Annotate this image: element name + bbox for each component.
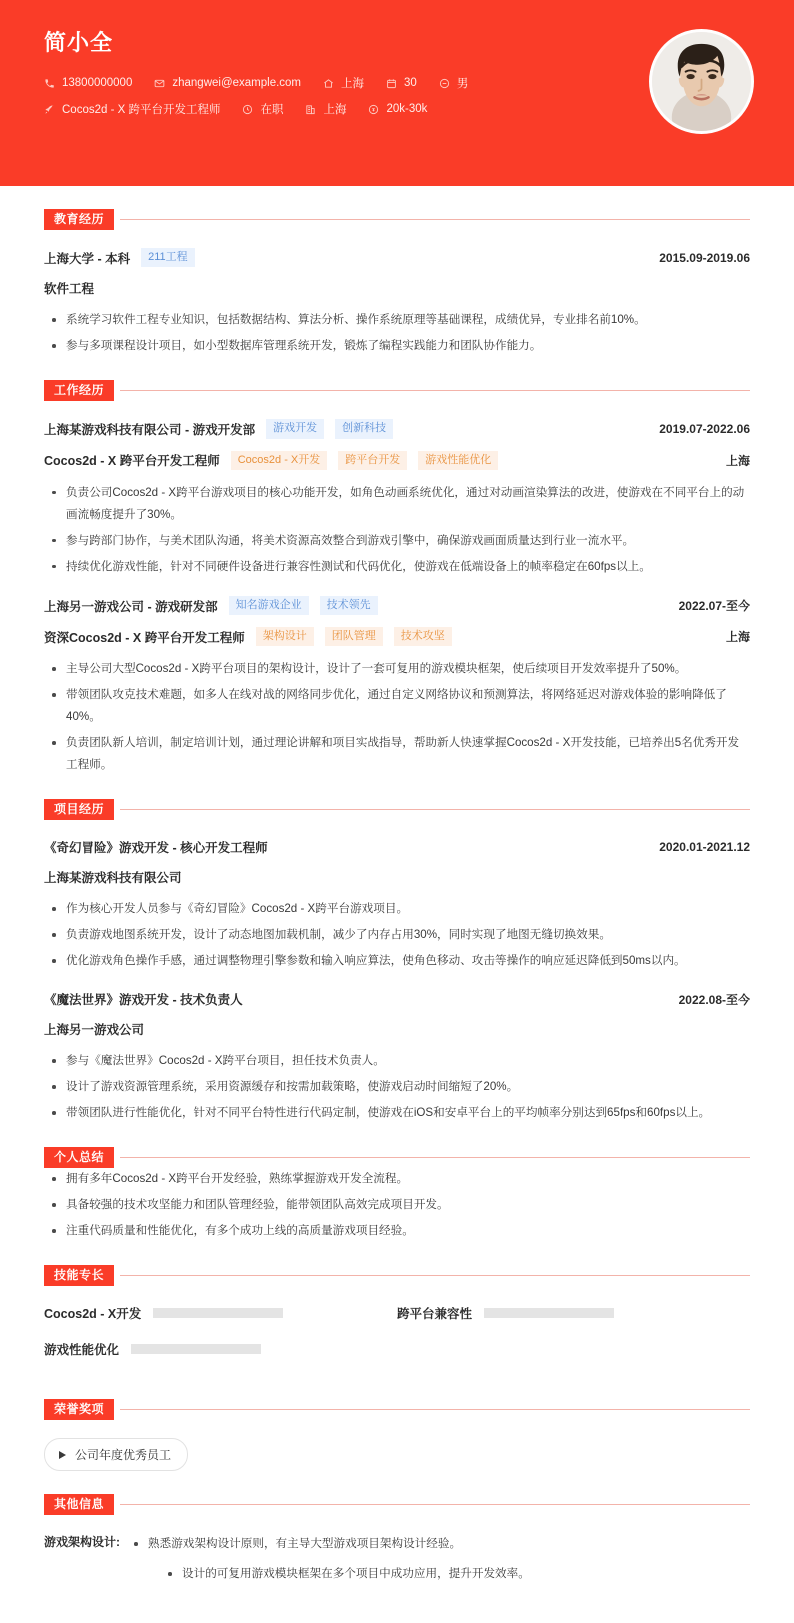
section-title-honors: 荣誉奖项 (44, 1399, 114, 1420)
contact-row-primary (44, 75, 754, 91)
job-salary-value: 20k-30k (386, 103, 428, 115)
list-item: 熟悉游戏架构设计原则，有主导大型游戏项目架构设计经验。 (130, 1533, 750, 1555)
list-item: 作为核心开发人员参与《奇幻冒险》Cocos2d - X跨平台游戏项目。 (48, 898, 750, 920)
project-name: 《魔法世界》游戏开发 - 技术负责人 (44, 993, 243, 1008)
education-tag: 211工程 (141, 248, 195, 267)
project-date: 2022.08-至今 (678, 992, 750, 1007)
list-item: 设计的可复用游戏模块框架在多个项目中成功应用，提升开发效率。 (130, 1563, 750, 1585)
project-date: 2020.01-2021.12 (659, 840, 750, 855)
project-company: 上海另一游戏公司 (44, 1023, 145, 1038)
contact-phone-value: 13800000000 (62, 77, 133, 89)
education-major: 软件工程 (44, 282, 95, 297)
money-icon (368, 104, 379, 115)
skills-grid (44, 1304, 750, 1376)
section-honors (44, 1398, 750, 1471)
page-title: 简小全 (44, 30, 114, 55)
list-item: 具备较强的技术攻坚能力和团队管理经验，能带领团队高效完成项目开发。 (48, 1194, 750, 1216)
work-role-tag: 架构设计 (256, 627, 314, 646)
contact-row-secondary (44, 101, 754, 117)
work-item (44, 596, 750, 777)
avatar-portrait-icon (652, 32, 751, 131)
work-company-tag: 游戏开发 (266, 419, 324, 438)
section-title-projects: 项目经历 (44, 799, 114, 820)
education-date: 2015.09-2019.06 (659, 250, 750, 265)
section-projects (44, 798, 750, 1124)
section-skills (44, 1264, 750, 1376)
job-intent (44, 101, 220, 117)
list-item: 参与多项课程设计项目，如小型数据库管理系统开发，锻炼了编程实践能力和团队协作能力。 (48, 335, 750, 357)
project-bullets (48, 1050, 750, 1124)
list-item: 参与《魔法世界》Cocos2d - X跨平台项目，担任技术负责人。 (48, 1050, 750, 1072)
education-item (44, 248, 750, 357)
section-header (44, 1264, 750, 1286)
work-role: 资深Cocos2d - X 跨平台开发工程师 (44, 630, 245, 645)
work-role-tag: 跨平台开发 (338, 451, 407, 470)
section-education (44, 208, 750, 357)
work-company-tag: 技术领先 (320, 596, 378, 615)
work-location: 上海 (725, 453, 750, 468)
project-item (44, 990, 750, 1124)
job-status (242, 101, 283, 117)
honor-chip[interactable] (44, 1438, 188, 1471)
work-company-tag: 知名游戏企业 (229, 596, 309, 615)
list-item: 设计了游戏资源管理系统，采用资源缓存和按需加载策略，使游戏启动时间缩短了20%。 (48, 1076, 750, 1098)
work-role-tag: 游戏性能优化 (418, 451, 498, 470)
section-divider (120, 1409, 750, 1410)
section-divider (120, 219, 750, 220)
rocket-icon (44, 104, 55, 115)
list-item: 参与跨部门协作，与美术团队沟通，将美术资源高效整合到游戏引擎中，确保游戏画面质量达到行业一流水平。 (48, 530, 750, 552)
project-headline (44, 990, 750, 1008)
work-company: 上海某游戏科技有限公司 - 游戏开发部 (44, 422, 256, 437)
list-item: 主导公司大型Cocos2d - X跨平台项目的架构设计，设计了一套可复用的游戏模块框架，使后续项目开发效率提升了50%。 (48, 658, 750, 680)
section-divider (120, 1157, 750, 1158)
list-item: 系统学习软件工程专业知识，包括数据结构、算法分析、操作系统原理等基础课程，成绩优异，专业排名前10%。 (48, 309, 750, 331)
section-other (44, 1493, 750, 1593)
work-bullets (48, 658, 750, 776)
gender-icon (439, 78, 450, 89)
section-divider (120, 1504, 750, 1505)
resume-header (0, 0, 794, 186)
work-company: 上海另一游戏公司 - 游戏研发部 (44, 599, 218, 614)
project-item (44, 838, 750, 972)
skill-label: 跨平台兼容性 (397, 1307, 473, 1322)
education-item-headline (44, 248, 750, 267)
contact-hometown (323, 75, 364, 91)
section-summary (44, 1146, 750, 1242)
honors-list (44, 1438, 750, 1471)
work-date: 2022.07-至今 (678, 599, 750, 614)
job-salary (368, 103, 427, 115)
mail-icon (154, 78, 165, 89)
skill-progress-bar (131, 1344, 261, 1354)
job-city-value: 上海 (323, 104, 347, 116)
skill-progress-bar (484, 1308, 614, 1318)
list-item: 负责公司Cocos2d - X跨平台游戏项目的核心功能开发，如角色动画系统优化，通过对动画渲染算法的改进，使游戏在不同平台上的动画流畅度提升了30%。 (48, 482, 750, 526)
work-role-tag: 技术攻坚 (394, 627, 452, 646)
job-status-value: 在职 (260, 104, 284, 116)
contact-email-value: zhangwei@example.com (172, 77, 302, 89)
work-role-tag: 团队管理 (325, 627, 383, 646)
section-title-summary: 个人总结 (44, 1147, 114, 1168)
work-role-tag: Cocos2d - X开发 (231, 451, 328, 470)
section-header (44, 208, 750, 230)
section-divider (120, 809, 750, 810)
city-icon (305, 104, 316, 115)
job-intent-value: Cocos2d - X 跨平台开发工程师 (62, 104, 221, 116)
other-info-bullets (130, 1533, 750, 1593)
section-title-other: 其他信息 (44, 1494, 114, 1515)
summary-bullets (48, 1168, 750, 1242)
contact-hometown-value: 上海 (341, 78, 365, 90)
list-item: 负责游戏地图系统开发，设计了动态地图加载机制，减少了内存占用30%，同时实现了地图无缝切换效果。 (48, 924, 750, 946)
work-location: 上海 (725, 630, 750, 645)
list-item: 带领团队进行性能优化，针对不同平台特性进行代码定制，使游戏在iOS和安卓平台上的平均帧率分别达到65fps和60fps以上。 (48, 1102, 750, 1124)
skill-progress-bar (153, 1308, 283, 1318)
list-item: 带领团队攻克技术难题，如多人在线对战的网络同步优化，通过自定义网络协议和预测算法，将网络延迟对游戏体验的影响降低了40%。 (48, 684, 750, 728)
work-company-line (44, 596, 750, 615)
work-company-tag: 创新科技 (335, 419, 393, 438)
phone-icon (44, 78, 55, 89)
project-bullets (48, 898, 750, 972)
list-item: 注重代码质量和性能优化，有多个成功上线的高质量游戏项目经验。 (48, 1220, 750, 1242)
work-role-line (44, 627, 750, 646)
section-header (44, 1398, 750, 1420)
skill-item (397, 1304, 750, 1322)
contact-phone (44, 77, 132, 89)
project-company: 上海某游戏科技有限公司 (44, 871, 182, 886)
skill-item (44, 1340, 397, 1358)
section-header (44, 379, 750, 401)
list-item: 拥有多年Cocos2d - X跨平台开发经验，熟练掌握游戏开发全流程。 (48, 1168, 750, 1190)
calendar-icon (386, 78, 397, 89)
list-item: 持续优化游戏性能，针对不同硬件设备进行兼容性测试和代码优化，使游戏在低端设备上的帧率稳定在60fps以上。 (48, 556, 750, 578)
work-company-line (44, 419, 750, 438)
section-divider (120, 1275, 750, 1276)
list-item: 负责团队新人培训，制定培训计划，通过理论讲解和项目实战指导，帮助新人快速掌握Cocos2d - X开发技能，已培养出5名优秀开发工程师。 (48, 732, 750, 776)
skill-label: Cocos2d - X开发 (44, 1307, 142, 1322)
work-item (44, 419, 750, 578)
contact-gender-value: 男 (456, 78, 469, 90)
contact-age (386, 77, 417, 89)
education-bullets (48, 309, 750, 357)
project-name: 《奇幻冒险》游戏开发 - 核心开发工程师 (44, 841, 268, 856)
list-item: 优化游戏角色操作手感，通过调整物理引擎参数和输入响应算法，使角色移动、攻击等操作的响应延迟降低到50ms以内。 (48, 950, 750, 972)
section-header (44, 1493, 750, 1515)
skill-label: 游戏性能优化 (44, 1343, 120, 1358)
other-info-group (44, 1533, 750, 1593)
skill-item (44, 1304, 397, 1322)
section-title-work: 工作经历 (44, 380, 114, 401)
work-role-line (44, 451, 750, 470)
contact-age-value: 30 (404, 77, 417, 89)
honor-label: 公司年度优秀员工 (75, 1448, 172, 1463)
contact-email (154, 77, 301, 89)
section-work (44, 379, 750, 776)
section-header (44, 1146, 750, 1168)
avatar (649, 29, 754, 134)
section-title-education: 教育经历 (44, 209, 114, 230)
play-triangle-icon (59, 1451, 66, 1459)
home-icon (323, 78, 334, 89)
work-role: Cocos2d - X 跨平台开发工程师 (44, 454, 220, 469)
job-city (305, 101, 346, 117)
project-headline (44, 838, 750, 856)
contact-gender (439, 75, 469, 91)
section-title-skills: 技能专长 (44, 1265, 114, 1286)
section-header (44, 798, 750, 820)
work-date: 2019.07-2022.06 (659, 421, 750, 436)
section-divider (120, 390, 750, 391)
other-info-label: 游戏架构设计: (44, 1535, 120, 1550)
work-bullets (48, 482, 750, 578)
clock-icon (242, 104, 253, 115)
education-school: 上海大学 - 本科 (44, 251, 131, 266)
